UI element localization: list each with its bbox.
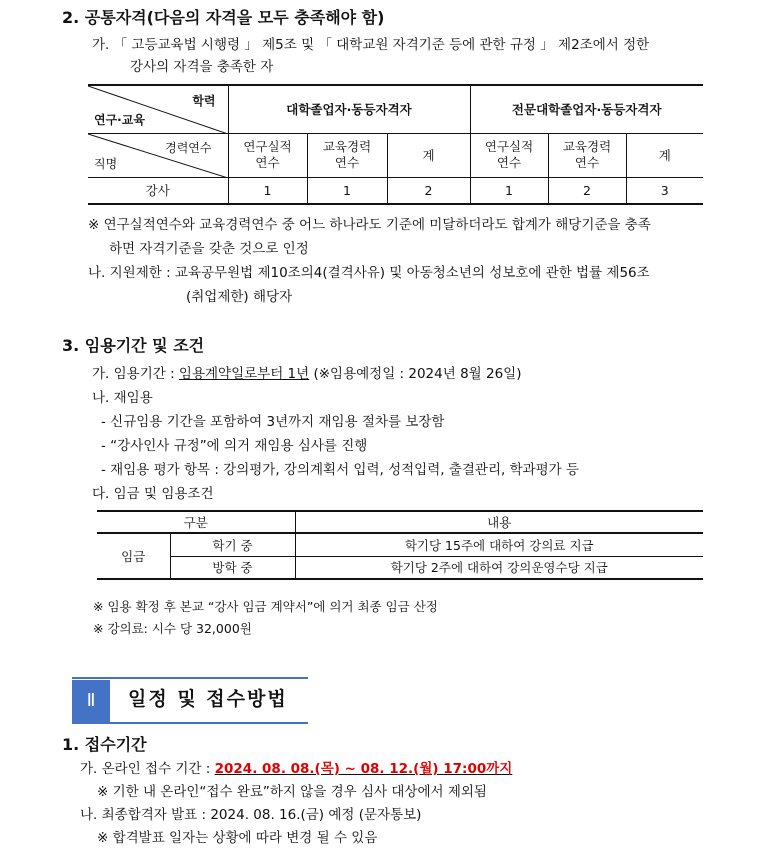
value-cell: 1 [307, 177, 387, 204]
value-cell: 2 [548, 177, 626, 204]
qualification-ga-line1: 가. 「 고등교육법 시행령 」 제5조 및 「 대학교원 자격기준 등에 관한 규정 」 제2조에서 정한 [92, 37, 650, 53]
restriction-line2: (취업제한) 해당자 [186, 289, 293, 305]
term-semester: 학기 중 [170, 533, 295, 556]
section-header-top-border [72, 677, 308, 679]
final-announcement: 나. 최종합격자 발표 : 2024. 08. 16.(금) 예정 (문자통보) [80, 807, 422, 823]
diagonal-header-cell-1 [88, 85, 228, 133]
application-period-heading: 1. 접수기간 [62, 735, 147, 754]
qualification-ga-line2: 강사의 자격을 충족한 자 [130, 59, 274, 75]
sub-total: 계 [626, 133, 703, 177]
diagonal-header-cell-2 [88, 133, 228, 177]
value-cell: 3 [626, 177, 703, 204]
group-college: 전문대학졸업자·동등자격자 [470, 85, 703, 133]
restriction-line1: 나. 지원제한 : 교육공무원법 제10조의4(결격사유) 및 아동청소년의 성보호에 관한 법률 제56조 [88, 265, 650, 281]
section-2-heading: 2. 공통자격(다음의 자격을 모두 충족해야 함) [62, 8, 385, 27]
qualification-note-line1: ※ 연구실적연수와 교육경력연수 중 어느 하나라도 기준에 미달하더라도 합계가 해당기준을 충족 [88, 217, 651, 233]
online-application-period [80, 757, 512, 777]
qualification-note-line2: 하면 자격기준을 갖춘 것으로 인정 [109, 241, 309, 257]
sub-research-years: 연구실적 연수 [470, 133, 548, 177]
wage-note: ※ 임용 확정 후 본교 “강사 임금 계약서”에 의거 최종 임금 산정 [93, 599, 438, 614]
row-label-wage: 임금 [97, 533, 170, 579]
value-cell: 1 [228, 177, 307, 204]
application-note: ※ 기한 내 온라인“접수 완료”하지 않을 경우 심사 대상에서 제외됨 [97, 784, 487, 800]
value-cell: 1 [470, 177, 548, 204]
reappointment-bullet: - “강사인사 규정”에 의거 재임용 심사를 진행 [101, 438, 368, 454]
section-3-heading: 3. 임용기간 및 조건 [62, 336, 205, 355]
qualification-table [88, 84, 703, 205]
header-content: 내용 [295, 511, 703, 533]
lecture-fee-note: ※ 강의료: 시수 당 32,000원 [93, 621, 252, 636]
sub-total: 계 [387, 133, 470, 177]
header-research-teaching: 연구·교육 [94, 112, 145, 127]
header-category: 구분 [97, 511, 295, 533]
online-application-label: 가. 온라인 접수 기간 : [80, 761, 215, 777]
value-cell: 2 [387, 177, 470, 204]
content-vacation: 학기당 2주에 대하여 강의운영수당 지급 [295, 556, 703, 579]
sub-teaching-years: 교육경력 연수 [548, 133, 626, 177]
appointment-period-label: 가. 임용기간 : [92, 366, 179, 382]
reappointment-bullet: - 재임용 평가 항목 : 강의평가, 강의계획서 입력, 성적입력, 출결관리, 학과평가 등 [101, 462, 580, 478]
header-position: 직명 [94, 156, 118, 171]
appointment-period [92, 362, 521, 382]
appointment-period-value: 임용계약일로부터 1년 [178, 366, 310, 382]
header-education: 학력 [192, 94, 216, 108]
group-university: 대학졸업자·동등자격자 [228, 85, 470, 133]
online-application-dates: 2024. 08. 08.(목) ~ 08. 12.(월) 17:00까지 [214, 761, 513, 777]
wage-table [97, 510, 703, 580]
section-number-badge: Ⅱ [72, 680, 110, 722]
content-semester: 학기당 15주에 대하여 강의료 지급 [295, 533, 703, 556]
announcement-note: ※ 합격발표 일자는 상황에 따라 변경 될 수 있음 [97, 830, 378, 846]
reappointment-heading: 나. 재임용 [92, 390, 153, 406]
header-career-years: 경력연수 [165, 140, 212, 155]
appointment-start-date: (※임용예정일 : 2024년 8월 26일) [309, 366, 522, 382]
reappointment-bullet: - 신규임용 기간을 포함하여 3년까지 재임용 절차를 보장함 [101, 414, 445, 430]
row-label-lecturer: 강사 [88, 177, 228, 204]
sub-teaching-years: 교육경력 연수 [307, 133, 387, 177]
sub-research-years: 연구실적 연수 [228, 133, 307, 177]
section-title: 일정 및 접수방법 [128, 688, 288, 710]
wage-conditions-heading: 다. 임금 및 임용조건 [92, 486, 214, 502]
section-header-bottom-border [72, 722, 308, 724]
term-vacation: 방학 중 [170, 556, 295, 579]
